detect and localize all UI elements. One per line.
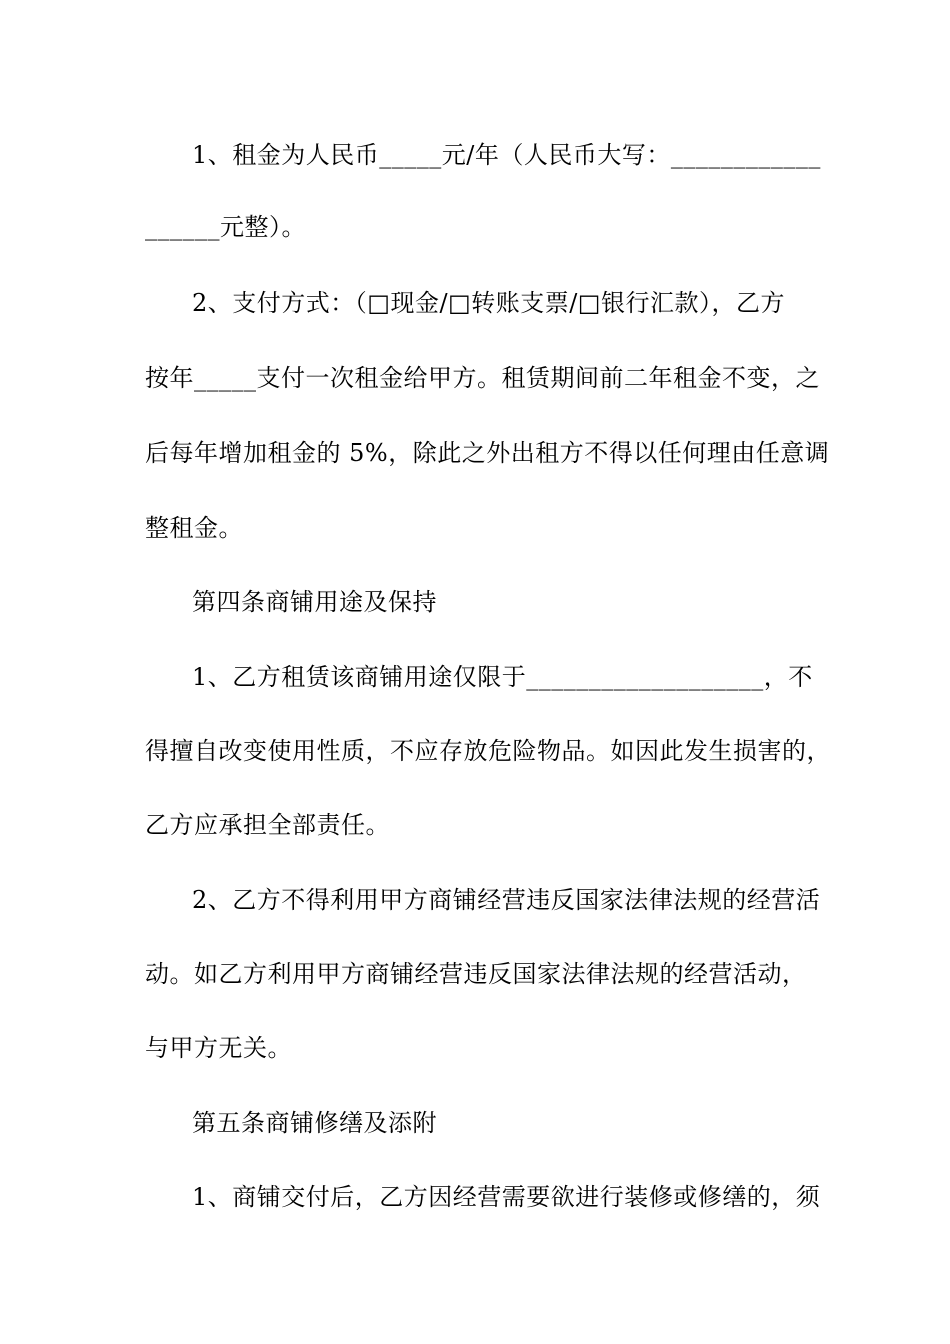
usage-clause-line: 1、乙方租赁该商铺用途仅限于___________________，不 [192,663,813,691]
rent-amount-line-cont: ______元整）。 [145,213,306,241]
usage-clause-line-cont: 得擅自改变使用性质，不应存放危险物品。如因此发生损害的， [145,737,831,765]
payment-method-line-cont: 后每年增加租金的 5%，除此之外出租方不得以任何理由任意调 [145,439,830,467]
legal-clause-line-cont: 与甲方无关。 [145,1034,292,1062]
usage-clause-line-cont: 乙方应承担全部责任。 [145,811,390,839]
legal-clause-line-cont: 动。如乙方利用甲方商铺经营违反国家法律法规的经营活动， [145,960,807,988]
legal-clause-line: 2、乙方不得利用甲方商铺经营违反国家法律法规的经营活 [192,886,821,914]
section-heading-4: 第四条商铺用途及保持 [192,588,437,616]
section-heading-5: 第五条商铺修缮及添附 [192,1109,437,1137]
renovation-clause-line: 1、商铺交付后，乙方因经营需要欲进行装修或修缮的，须 [192,1183,821,1211]
rent-amount-line: 1、租金为人民币_____元/年（人民币大写：____________ [192,141,821,169]
payment-method-line-cont: 整租金。 [145,514,243,542]
payment-method-line-cont: 按年_____支付一次租金给甲方。租赁期间前二年租金不变，之 [145,364,820,392]
payment-method-line: 2、支付方式：（□现金/□转账支票/□银行汇款），乙方 [192,289,785,317]
